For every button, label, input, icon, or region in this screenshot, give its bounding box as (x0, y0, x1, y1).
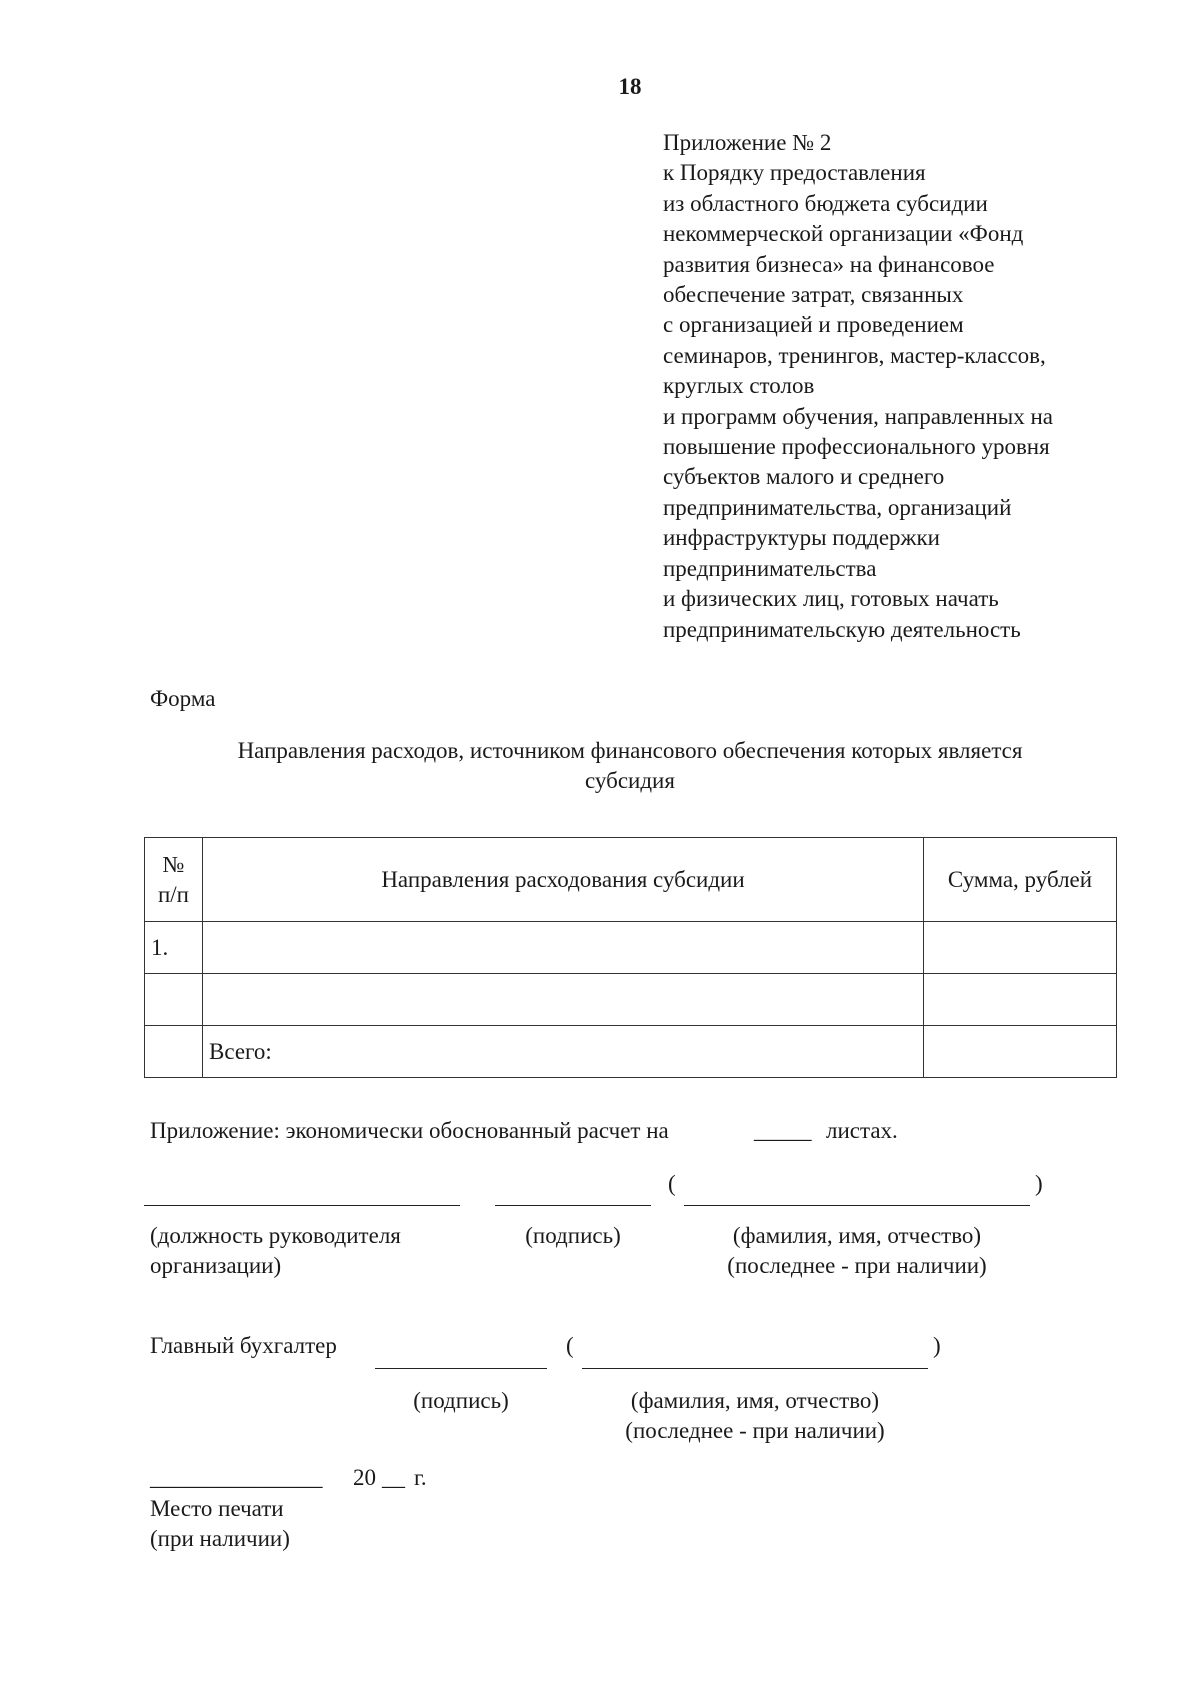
head-name-line (684, 1205, 1030, 1206)
accountant-name-line (582, 1368, 928, 1369)
appendix-line: некоммерческой организации «Фонд (663, 221, 1024, 247)
page-number: 18 (618, 74, 642, 99)
header-number-symbol: № (162, 851, 185, 877)
header-number-abbr: п/п (157, 881, 189, 907)
date-year-suffix: г. (414, 1465, 427, 1490)
position-caption: (должность руководителя (150, 1223, 401, 1248)
appendix-line: круглых столов (663, 373, 815, 399)
appendix-line: Приложение № 2 (663, 130, 832, 155)
appendix-line: предпринимательства, организаций (663, 494, 1012, 520)
appendix-line: и физических лиц, готовых начать (663, 586, 999, 612)
appendix-line: обеспечение затрат, связанных (663, 282, 964, 308)
name-caption: (последнее - при наличии) (625, 1418, 885, 1443)
cell-number (145, 1026, 203, 1078)
close-paren: ) (933, 1333, 941, 1358)
table-row (145, 922, 1117, 974)
header-cell-sum: Сумма, рублей (924, 838, 1117, 922)
chief-accountant-label: Главный бухгалтер (150, 1333, 337, 1358)
date-year-prefix: 20 (353, 1465, 376, 1490)
date-year-blank: __ (382, 1465, 405, 1490)
signature-caption: (подпись) (413, 1388, 509, 1413)
table-row (145, 974, 1117, 1026)
cell-direction (203, 974, 924, 1026)
appendix-line: семинаров, тренингов, мастер-классов, (663, 342, 1046, 368)
header-cell-direction: Направления расходования субсидии (203, 838, 924, 922)
open-paren: ( (668, 1171, 676, 1196)
document-title (140, 736, 1120, 796)
document-title-line: субсидия (585, 768, 675, 793)
head-signature-line (495, 1205, 651, 1206)
name-caption: (фамилия, имя, отчество) (630, 1388, 880, 1413)
cell-total-label: Всего: (203, 1026, 924, 1078)
name-caption: (фамилия, имя, отчество) (732, 1223, 982, 1248)
cell-sum (924, 922, 1117, 974)
close-paren: ) (1035, 1171, 1043, 1196)
expense-table (144, 837, 1117, 1078)
name-caption: (последнее - при наличии) (727, 1253, 987, 1278)
date-blank: _______________ (150, 1465, 323, 1490)
attachment-sheets-blank: _____ (754, 1118, 812, 1143)
cell-sum (924, 974, 1117, 1026)
position-signature-line (144, 1205, 460, 1206)
appendix-line: субъектов малого и среднего (663, 464, 945, 490)
header-cell-number (145, 838, 203, 922)
stamp-place-label: Место печати (150, 1496, 284, 1521)
appendix-line: предпринимательскую деятельность (663, 616, 1021, 642)
stamp-place-note: (при наличии) (150, 1526, 290, 1551)
appendix-line: повышение профессионального уровня (663, 434, 1050, 460)
accountant-signature-line (375, 1368, 547, 1369)
open-paren: ( (566, 1333, 574, 1358)
document-title-line: Направления расходов, источником финансового обеспечения которых является (237, 738, 1023, 763)
table-row-total (145, 1026, 1117, 1078)
appendix-line: из областного бюджета субсидии (663, 190, 988, 216)
appendix-line: и программ обучения, направленных на (663, 403, 1053, 429)
attachment-suffix: листах. (826, 1118, 898, 1143)
position-caption: организации) (150, 1253, 282, 1278)
form-label: Форма (150, 686, 216, 711)
attachment-prefix: Приложение: экономически обоснованный расчет на (150, 1118, 669, 1143)
cell-number (145, 974, 203, 1026)
appendix-line: с организацией и проведением (663, 312, 964, 338)
cell-number: 1. (145, 922, 203, 974)
appendix-line: предпринимательства (663, 555, 877, 581)
appendix-line: развития бизнеса» на финансовое (663, 251, 995, 277)
signature-caption: (подпись) (525, 1223, 621, 1248)
table-header-row (145, 838, 1117, 922)
appendix-line: инфраструктуры поддержки (663, 525, 940, 551)
appendix-heading (663, 128, 1053, 645)
appendix-line: к Порядку предоставления (663, 160, 926, 186)
cell-direction (203, 922, 924, 974)
cell-sum (924, 1026, 1117, 1078)
